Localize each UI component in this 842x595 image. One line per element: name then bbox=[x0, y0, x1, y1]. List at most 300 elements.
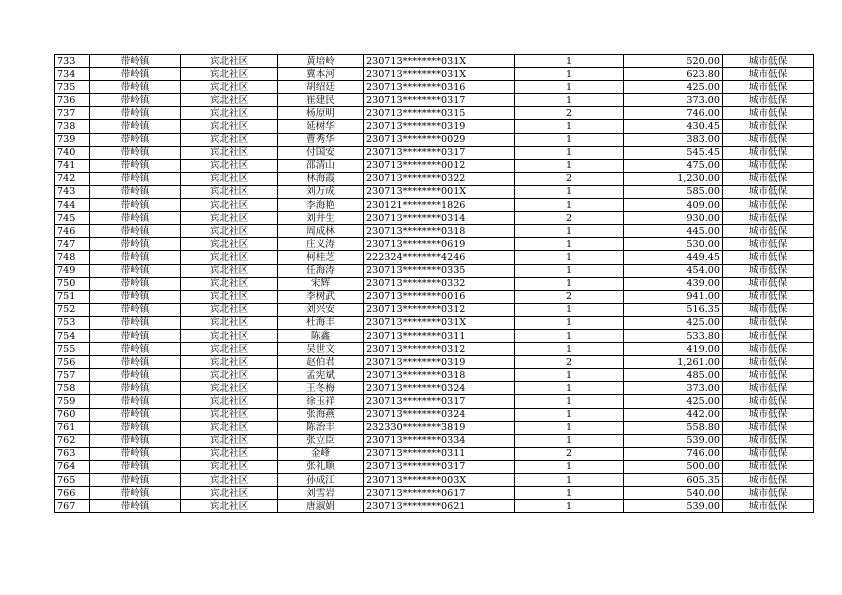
cell-household-count: 1 bbox=[515, 303, 624, 316]
cell-household-count: 1 bbox=[515, 487, 624, 500]
table-row bbox=[55, 81, 814, 94]
table-row bbox=[55, 185, 814, 198]
cell-allowance-type: 城市低保 bbox=[723, 68, 814, 81]
cell-name: 黄培岭 bbox=[278, 55, 364, 68]
cell-id-number: 230713********0311 bbox=[364, 447, 515, 460]
cell-row-number: 765 bbox=[55, 474, 90, 487]
cell-household-count: 2 bbox=[515, 107, 624, 120]
cell-row-number: 749 bbox=[55, 264, 90, 277]
cell-amount: 1,230.00 bbox=[624, 172, 723, 185]
cell-name: 张礼顺 bbox=[278, 460, 364, 473]
cell-community: 宾北社区 bbox=[181, 421, 278, 434]
cell-town: 带岭镇 bbox=[90, 487, 181, 500]
table-row bbox=[55, 172, 814, 185]
cell-row-number: 759 bbox=[55, 395, 90, 408]
cell-allowance-type: 城市低保 bbox=[723, 343, 814, 356]
cell-row-number: 762 bbox=[55, 434, 90, 447]
cell-allowance-type: 城市低保 bbox=[723, 238, 814, 251]
cell-household-count: 1 bbox=[515, 277, 624, 290]
cell-town: 带岭镇 bbox=[90, 434, 181, 447]
cell-amount: 941.00 bbox=[624, 290, 723, 303]
cell-allowance-type: 城市低保 bbox=[723, 382, 814, 395]
table-row bbox=[55, 474, 814, 487]
cell-row-number: 753 bbox=[55, 316, 90, 329]
cell-town: 带岭镇 bbox=[90, 290, 181, 303]
cell-town: 带岭镇 bbox=[90, 421, 181, 434]
cell-allowance-type: 城市低保 bbox=[723, 290, 814, 303]
cell-household-count: 2 bbox=[515, 447, 624, 460]
cell-town: 带岭镇 bbox=[90, 81, 181, 94]
table-row bbox=[55, 68, 814, 81]
cell-amount: 605.35 bbox=[624, 474, 723, 487]
cell-row-number: 760 bbox=[55, 408, 90, 421]
cell-town: 带岭镇 bbox=[90, 395, 181, 408]
cell-community: 宾北社区 bbox=[181, 487, 278, 500]
cell-name: 杜海丰 bbox=[278, 316, 364, 329]
cell-town: 带岭镇 bbox=[90, 120, 181, 133]
cell-name: 任海涛 bbox=[278, 264, 364, 277]
table-row bbox=[55, 277, 814, 290]
cell-row-number: 761 bbox=[55, 421, 90, 434]
cell-allowance-type: 城市低保 bbox=[723, 500, 814, 513]
cell-amount: 454.00 bbox=[624, 264, 723, 277]
cell-household-count: 1 bbox=[515, 120, 624, 133]
cell-town: 带岭镇 bbox=[90, 356, 181, 369]
cell-id-number: 230713********0312 bbox=[364, 343, 515, 356]
table-row bbox=[55, 369, 814, 382]
cell-name: 刘井生 bbox=[278, 212, 364, 225]
cell-household-count: 1 bbox=[515, 421, 624, 434]
cell-community: 宾北社区 bbox=[181, 133, 278, 146]
table-row bbox=[55, 382, 814, 395]
cell-community: 宾北社区 bbox=[181, 329, 278, 342]
cell-town: 带岭镇 bbox=[90, 277, 181, 290]
cell-town: 带岭镇 bbox=[90, 68, 181, 81]
cell-name: 李海艳 bbox=[278, 199, 364, 212]
cell-row-number: 738 bbox=[55, 120, 90, 133]
cell-household-count: 1 bbox=[515, 94, 624, 107]
cell-amount: 520.00 bbox=[624, 55, 723, 68]
table-row bbox=[55, 460, 814, 473]
cell-household-count: 1 bbox=[515, 185, 624, 198]
table-row bbox=[55, 264, 814, 277]
cell-id-number: 230713********0029 bbox=[364, 133, 515, 146]
cell-row-number: 751 bbox=[55, 290, 90, 303]
cell-town: 带岭镇 bbox=[90, 369, 181, 382]
cell-household-count: 1 bbox=[515, 316, 624, 329]
table-row bbox=[55, 434, 814, 447]
cell-community: 宾北社区 bbox=[181, 107, 278, 120]
cell-town: 带岭镇 bbox=[90, 251, 181, 264]
cell-name: 刘万成 bbox=[278, 185, 364, 198]
cell-row-number: 735 bbox=[55, 81, 90, 94]
table-row bbox=[55, 107, 814, 120]
cell-town: 带岭镇 bbox=[90, 199, 181, 212]
cell-household-count: 2 bbox=[515, 212, 624, 225]
cell-row-number: 755 bbox=[55, 343, 90, 356]
cell-allowance-type: 城市低保 bbox=[723, 460, 814, 473]
cell-household-count: 2 bbox=[515, 172, 624, 185]
cell-community: 宾北社区 bbox=[181, 120, 278, 133]
table-row bbox=[55, 395, 814, 408]
cell-amount: 425.00 bbox=[624, 395, 723, 408]
cell-household-count: 1 bbox=[515, 408, 624, 421]
cell-allowance-type: 城市低保 bbox=[723, 316, 814, 329]
cell-row-number: 754 bbox=[55, 329, 90, 342]
cell-town: 带岭镇 bbox=[90, 55, 181, 68]
cell-id-number: 230713********0314 bbox=[364, 212, 515, 225]
cell-id-number: 230713********0324 bbox=[364, 382, 515, 395]
table-row bbox=[55, 329, 814, 342]
cell-allowance-type: 城市低保 bbox=[723, 225, 814, 238]
cell-name: 林海霞 bbox=[278, 172, 364, 185]
cell-community: 宾北社区 bbox=[181, 356, 278, 369]
cell-household-count: 1 bbox=[515, 264, 624, 277]
cell-household-count: 1 bbox=[515, 500, 624, 513]
cell-allowance-type: 城市低保 bbox=[723, 159, 814, 172]
cell-amount: 409.00 bbox=[624, 199, 723, 212]
cell-allowance-type: 城市低保 bbox=[723, 447, 814, 460]
cell-id-number: 230713********001X bbox=[364, 185, 515, 198]
cell-row-number: 737 bbox=[55, 107, 90, 120]
cell-allowance-type: 城市低保 bbox=[723, 146, 814, 159]
cell-household-count: 1 bbox=[515, 81, 624, 94]
cell-allowance-type: 城市低保 bbox=[723, 94, 814, 107]
table-row bbox=[55, 316, 814, 329]
cell-row-number: 763 bbox=[55, 447, 90, 460]
cell-id-number: 230713********0319 bbox=[364, 120, 515, 133]
cell-household-count: 1 bbox=[515, 434, 624, 447]
cell-allowance-type: 城市低保 bbox=[723, 487, 814, 500]
cell-amount: 539.00 bbox=[624, 500, 723, 513]
cell-town: 带岭镇 bbox=[90, 146, 181, 159]
cell-name: 刘雪岩 bbox=[278, 487, 364, 500]
cell-id-number: 230713********0621 bbox=[364, 500, 515, 513]
cell-name: 庄义涛 bbox=[278, 238, 364, 251]
cell-amount: 425.00 bbox=[624, 316, 723, 329]
cell-town: 带岭镇 bbox=[90, 447, 181, 460]
table-row bbox=[55, 356, 814, 369]
cell-id-number: 222324********4246 bbox=[364, 251, 515, 264]
cell-amount: 419.00 bbox=[624, 343, 723, 356]
cell-name: 胡绍廷 bbox=[278, 81, 364, 94]
cell-allowance-type: 城市低保 bbox=[723, 185, 814, 198]
cell-community: 宾北社区 bbox=[181, 68, 278, 81]
cell-community: 宾北社区 bbox=[181, 343, 278, 356]
cell-town: 带岭镇 bbox=[90, 460, 181, 473]
cell-household-count: 1 bbox=[515, 238, 624, 251]
cell-row-number: 750 bbox=[55, 277, 90, 290]
cell-name: 李树武 bbox=[278, 290, 364, 303]
cell-name: 付国安 bbox=[278, 146, 364, 159]
cell-name: 王冬梅 bbox=[278, 382, 364, 395]
cell-community: 宾北社区 bbox=[181, 81, 278, 94]
table-row bbox=[55, 251, 814, 264]
cell-household-count: 1 bbox=[515, 382, 624, 395]
cell-household-count: 1 bbox=[515, 68, 624, 81]
cell-id-number: 230713********0334 bbox=[364, 434, 515, 447]
cell-household-count: 1 bbox=[515, 460, 624, 473]
cell-community: 宾北社区 bbox=[181, 159, 278, 172]
cell-id-number: 230713********0311 bbox=[364, 329, 515, 342]
cell-name: 赵伯君 bbox=[278, 356, 364, 369]
cell-allowance-type: 城市低保 bbox=[723, 356, 814, 369]
table-row bbox=[55, 303, 814, 316]
cell-row-number: 742 bbox=[55, 172, 90, 185]
cell-household-count: 1 bbox=[515, 474, 624, 487]
cell-household-count: 2 bbox=[515, 356, 624, 369]
cell-community: 宾北社区 bbox=[181, 500, 278, 513]
cell-amount: 500.00 bbox=[624, 460, 723, 473]
cell-allowance-type: 城市低保 bbox=[723, 107, 814, 120]
cell-amount: 475.00 bbox=[624, 159, 723, 172]
cell-id-number: 230713********0319 bbox=[364, 356, 515, 369]
cell-allowance-type: 城市低保 bbox=[723, 81, 814, 94]
cell-community: 宾北社区 bbox=[181, 434, 278, 447]
cell-row-number: 744 bbox=[55, 199, 90, 212]
cell-amount: 746.00 bbox=[624, 447, 723, 460]
cell-community: 宾北社区 bbox=[181, 290, 278, 303]
cell-allowance-type: 城市低保 bbox=[723, 55, 814, 68]
cell-town: 带岭镇 bbox=[90, 303, 181, 316]
cell-id-number: 230713********0317 bbox=[364, 146, 515, 159]
cell-amount: 373.00 bbox=[624, 94, 723, 107]
cell-row-number: 746 bbox=[55, 225, 90, 238]
cell-community: 宾北社区 bbox=[181, 382, 278, 395]
cell-id-number: 230713********0317 bbox=[364, 395, 515, 408]
cell-town: 带岭镇 bbox=[90, 159, 181, 172]
cell-community: 宾北社区 bbox=[181, 212, 278, 225]
cell-row-number: 767 bbox=[55, 500, 90, 513]
table-row bbox=[55, 500, 814, 513]
cell-town: 带岭镇 bbox=[90, 238, 181, 251]
cell-town: 带岭镇 bbox=[90, 212, 181, 225]
cell-row-number: 758 bbox=[55, 382, 90, 395]
cell-row-number: 745 bbox=[55, 212, 90, 225]
cell-town: 带岭镇 bbox=[90, 172, 181, 185]
table-row bbox=[55, 487, 814, 500]
cell-name: 延树华 bbox=[278, 120, 364, 133]
cell-name: 唐淑娟 bbox=[278, 500, 364, 513]
cell-id-number: 230713********0335 bbox=[364, 264, 515, 277]
cell-community: 宾北社区 bbox=[181, 225, 278, 238]
cell-community: 宾北社区 bbox=[181, 55, 278, 68]
cell-town: 带岭镇 bbox=[90, 225, 181, 238]
cell-community: 宾北社区 bbox=[181, 172, 278, 185]
table-row bbox=[55, 343, 814, 356]
cell-row-number: 734 bbox=[55, 68, 90, 81]
cell-name: 陈鑫 bbox=[278, 329, 364, 342]
cell-row-number: 739 bbox=[55, 133, 90, 146]
table-row bbox=[55, 94, 814, 107]
cell-id-number: 230713********0315 bbox=[364, 107, 515, 120]
cell-town: 带岭镇 bbox=[90, 343, 181, 356]
cell-row-number: 741 bbox=[55, 159, 90, 172]
cell-id-number: 230713********031X bbox=[364, 316, 515, 329]
cell-allowance-type: 城市低保 bbox=[723, 303, 814, 316]
cell-town: 带岭镇 bbox=[90, 185, 181, 198]
cell-amount: 445.00 bbox=[624, 225, 723, 238]
cell-community: 宾北社区 bbox=[181, 474, 278, 487]
cell-amount: 442.00 bbox=[624, 408, 723, 421]
cell-amount: 516.35 bbox=[624, 303, 723, 316]
cell-community: 宾北社区 bbox=[181, 460, 278, 473]
cell-household-count: 1 bbox=[515, 329, 624, 342]
cell-row-number: 743 bbox=[55, 185, 90, 198]
table-row bbox=[55, 447, 814, 460]
cell-name: 孟宪斌 bbox=[278, 369, 364, 382]
cell-name: 崔建民 bbox=[278, 94, 364, 107]
cell-town: 带岭镇 bbox=[90, 382, 181, 395]
cell-id-number: 230713********0316 bbox=[364, 81, 515, 94]
cell-allowance-type: 城市低保 bbox=[723, 421, 814, 434]
cell-name: 陈治丰 bbox=[278, 421, 364, 434]
cell-household-count: 1 bbox=[515, 343, 624, 356]
cell-amount: 545.45 bbox=[624, 146, 723, 159]
cell-community: 宾北社区 bbox=[181, 199, 278, 212]
cell-name: 冀本河 bbox=[278, 68, 364, 81]
cell-amount: 540.00 bbox=[624, 487, 723, 500]
table-row bbox=[55, 212, 814, 225]
cell-household-count: 1 bbox=[515, 199, 624, 212]
cell-name: 孙成江 bbox=[278, 474, 364, 487]
allowance-table bbox=[54, 54, 814, 513]
cell-amount: 430.45 bbox=[624, 120, 723, 133]
cell-community: 宾北社区 bbox=[181, 146, 278, 159]
cell-household-count: 1 bbox=[515, 395, 624, 408]
cell-row-number: 747 bbox=[55, 238, 90, 251]
cell-household-count: 1 bbox=[515, 146, 624, 159]
cell-amount: 558.80 bbox=[624, 421, 723, 434]
cell-community: 宾北社区 bbox=[181, 395, 278, 408]
cell-allowance-type: 城市低保 bbox=[723, 434, 814, 447]
cell-name: 吴世文 bbox=[278, 343, 364, 356]
cell-id-number: 230713********0322 bbox=[364, 172, 515, 185]
cell-id-number: 230713********0324 bbox=[364, 408, 515, 421]
cell-household-count: 1 bbox=[515, 369, 624, 382]
cell-id-number: 232330********3819 bbox=[364, 421, 515, 434]
cell-allowance-type: 城市低保 bbox=[723, 329, 814, 342]
cell-allowance-type: 城市低保 bbox=[723, 251, 814, 264]
cell-amount: 425.00 bbox=[624, 81, 723, 94]
cell-amount: 530.00 bbox=[624, 238, 723, 251]
table-body bbox=[55, 55, 814, 513]
cell-household-count: 1 bbox=[515, 159, 624, 172]
cell-amount: 449.45 bbox=[624, 251, 723, 264]
cell-name: 邵清山 bbox=[278, 159, 364, 172]
cell-community: 宾北社区 bbox=[181, 264, 278, 277]
cell-amount: 746.00 bbox=[624, 107, 723, 120]
cell-name: 金峰 bbox=[278, 447, 364, 460]
cell-row-number: 748 bbox=[55, 251, 90, 264]
cell-row-number: 733 bbox=[55, 55, 90, 68]
cell-allowance-type: 城市低保 bbox=[723, 395, 814, 408]
cell-allowance-type: 城市低保 bbox=[723, 172, 814, 185]
cell-allowance-type: 城市低保 bbox=[723, 264, 814, 277]
table-row bbox=[55, 120, 814, 133]
cell-community: 宾北社区 bbox=[181, 369, 278, 382]
cell-town: 带岭镇 bbox=[90, 107, 181, 120]
cell-allowance-type: 城市低保 bbox=[723, 277, 814, 290]
cell-town: 带岭镇 bbox=[90, 408, 181, 421]
cell-id-number: 230713********0012 bbox=[364, 159, 515, 172]
cell-name: 张立臣 bbox=[278, 434, 364, 447]
table-row bbox=[55, 225, 814, 238]
cell-amount: 439.00 bbox=[624, 277, 723, 290]
cell-community: 宾北社区 bbox=[181, 185, 278, 198]
cell-amount: 383.00 bbox=[624, 133, 723, 146]
cell-id-number: 230121********1826 bbox=[364, 199, 515, 212]
cell-row-number: 756 bbox=[55, 356, 90, 369]
cell-name: 张海燕 bbox=[278, 408, 364, 421]
cell-id-number: 230713********031X bbox=[364, 55, 515, 68]
table-row bbox=[55, 159, 814, 172]
cell-community: 宾北社区 bbox=[181, 251, 278, 264]
cell-name: 周成林 bbox=[278, 225, 364, 238]
cell-town: 带岭镇 bbox=[90, 133, 181, 146]
cell-name: 宋辉 bbox=[278, 277, 364, 290]
cell-amount: 585.00 bbox=[624, 185, 723, 198]
cell-id-number: 230713********031X bbox=[364, 68, 515, 81]
cell-community: 宾北社区 bbox=[181, 316, 278, 329]
cell-allowance-type: 城市低保 bbox=[723, 369, 814, 382]
cell-allowance-type: 城市低保 bbox=[723, 133, 814, 146]
cell-town: 带岭镇 bbox=[90, 94, 181, 107]
cell-household-count: 1 bbox=[515, 251, 624, 264]
cell-row-number: 766 bbox=[55, 487, 90, 500]
table-row bbox=[55, 146, 814, 159]
cell-id-number: 230713********0317 bbox=[364, 460, 515, 473]
cell-town: 带岭镇 bbox=[90, 474, 181, 487]
cell-town: 带岭镇 bbox=[90, 316, 181, 329]
cell-id-number: 230713********0619 bbox=[364, 238, 515, 251]
table-row bbox=[55, 133, 814, 146]
cell-community: 宾北社区 bbox=[181, 447, 278, 460]
cell-row-number: 764 bbox=[55, 460, 90, 473]
cell-household-count: 1 bbox=[515, 133, 624, 146]
table-row bbox=[55, 238, 814, 251]
cell-id-number: 230713********0332 bbox=[364, 277, 515, 290]
cell-town: 带岭镇 bbox=[90, 500, 181, 513]
table-row bbox=[55, 199, 814, 212]
cell-allowance-type: 城市低保 bbox=[723, 212, 814, 225]
cell-community: 宾北社区 bbox=[181, 277, 278, 290]
cell-name: 柯桂芝 bbox=[278, 251, 364, 264]
cell-household-count: 1 bbox=[515, 55, 624, 68]
cell-amount: 623.80 bbox=[624, 68, 723, 81]
cell-id-number: 230713********0016 bbox=[364, 290, 515, 303]
cell-id-number: 230713********0617 bbox=[364, 487, 515, 500]
cell-amount: 533.80 bbox=[624, 329, 723, 342]
cell-allowance-type: 城市低保 bbox=[723, 474, 814, 487]
cell-community: 宾北社区 bbox=[181, 94, 278, 107]
cell-household-count: 2 bbox=[515, 290, 624, 303]
cell-allowance-type: 城市低保 bbox=[723, 199, 814, 212]
table-row bbox=[55, 55, 814, 68]
cell-id-number: 230713********0318 bbox=[364, 369, 515, 382]
cell-amount: 485.00 bbox=[624, 369, 723, 382]
cell-town: 带岭镇 bbox=[90, 264, 181, 277]
cell-row-number: 736 bbox=[55, 94, 90, 107]
cell-community: 宾北社区 bbox=[181, 408, 278, 421]
cell-id-number: 230713********0318 bbox=[364, 225, 515, 238]
cell-household-count: 1 bbox=[515, 225, 624, 238]
cell-allowance-type: 城市低保 bbox=[723, 120, 814, 133]
cell-row-number: 752 bbox=[55, 303, 90, 316]
cell-name: 徐玉祥 bbox=[278, 395, 364, 408]
cell-row-number: 740 bbox=[55, 146, 90, 159]
cell-id-number: 230713********0312 bbox=[364, 303, 515, 316]
